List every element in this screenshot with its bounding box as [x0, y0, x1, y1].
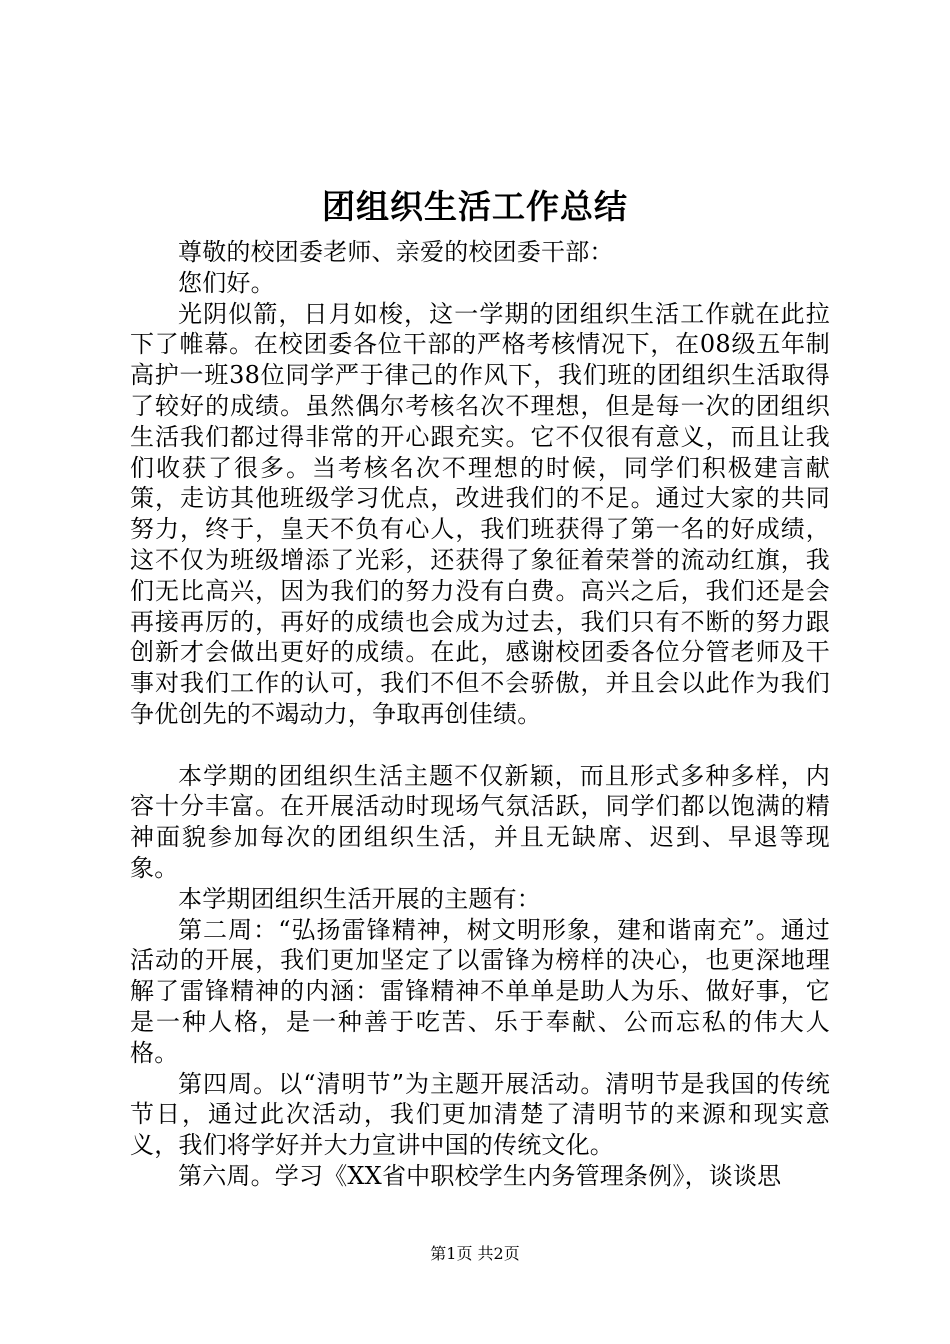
document-body [130, 237, 830, 1192]
document-title: 团组织生活工作总结 [322, 187, 628, 226]
paragraph-week-four: 第四周。以“清明节”为主题开展活动。清明节是我国的传统节日，通过此次活动，我们更加清楚了清明节的来源和现实意义，我们将学好并大力宣讲中国的传统文化。 [130, 1069, 830, 1160]
salutation: 尊敬的校团委老师、亲爱的校团委干部： [178, 238, 614, 266]
paragraph-week-six: 第六周。学习《XX省中职校学生内务管理条例》，谈谈思 [178, 1161, 782, 1190]
paragraph-themes-intro: 本学期团组织生活开展的主题有： [178, 884, 541, 913]
paragraph-summary: 光阴似箭，日月如梭，这一学期的团组织生活工作就在此拉下了帷幕。在校团委各位干部的严格考核情况下，在08级五年制高护一班38位同学严于律己的作风下，我们班的团组织生活取得了较好的成绩。虽然偶尔考核名次不理想，但是每一次的团组织生活我们都过得非常的开心跟充实。它不仅很有意义，而且让我们收获了很多。当考核名次不理想的时候，同学们积极建言献策，走访其他班级学习优点，改进我们的不足。通过大家的共同努力，终于，皇天不负有心人，我们班获得了第一名的好成绩，这不仅为班级增添了光彩，还获得了象征着荣誉的流动红旗，我们无比高兴，因为我们的努力没有白费。高兴之后，我们还是会再接再厉的，再好的成绩也会成为过去，我们只有不断的努力跟创新才会做出更好的成绩。在此，感谢校团委各位分管老师及干事对我们工作的认可，我们不但不会骄傲，并且会以此作为我们争优创先的不竭动力，争取再创佳绩。 [130, 299, 830, 728]
paragraph-week-two: 第二周：“弘扬雷锋精神，树文明形象，建和谐南充”。通过活动的开展，我们更加坚定了以雷锋为榜样的决心，也更深地理解了雷锋精神的内涵：雷锋精神不单单是助人为乐、做好事，它是一种人格，是一种善于吃苦、乐于奉献、公而忘私的伟大人格。 [130, 915, 830, 1067]
page-number-footer: 第1页 共2页 [430, 1244, 520, 1263]
greeting: 您们好。 [178, 268, 275, 297]
paragraph-themes-overview: 本学期的团组织生活主题不仅新颖，而且形式多种多样，内容十分丰富。在开展活动时现场气氛活跃，同学们都以饱满的精神面貌参加每次的团组织生活，并且无缺席、迟到、早退等现象。 [130, 761, 830, 882]
paragraph-spacer [130, 730, 830, 761]
